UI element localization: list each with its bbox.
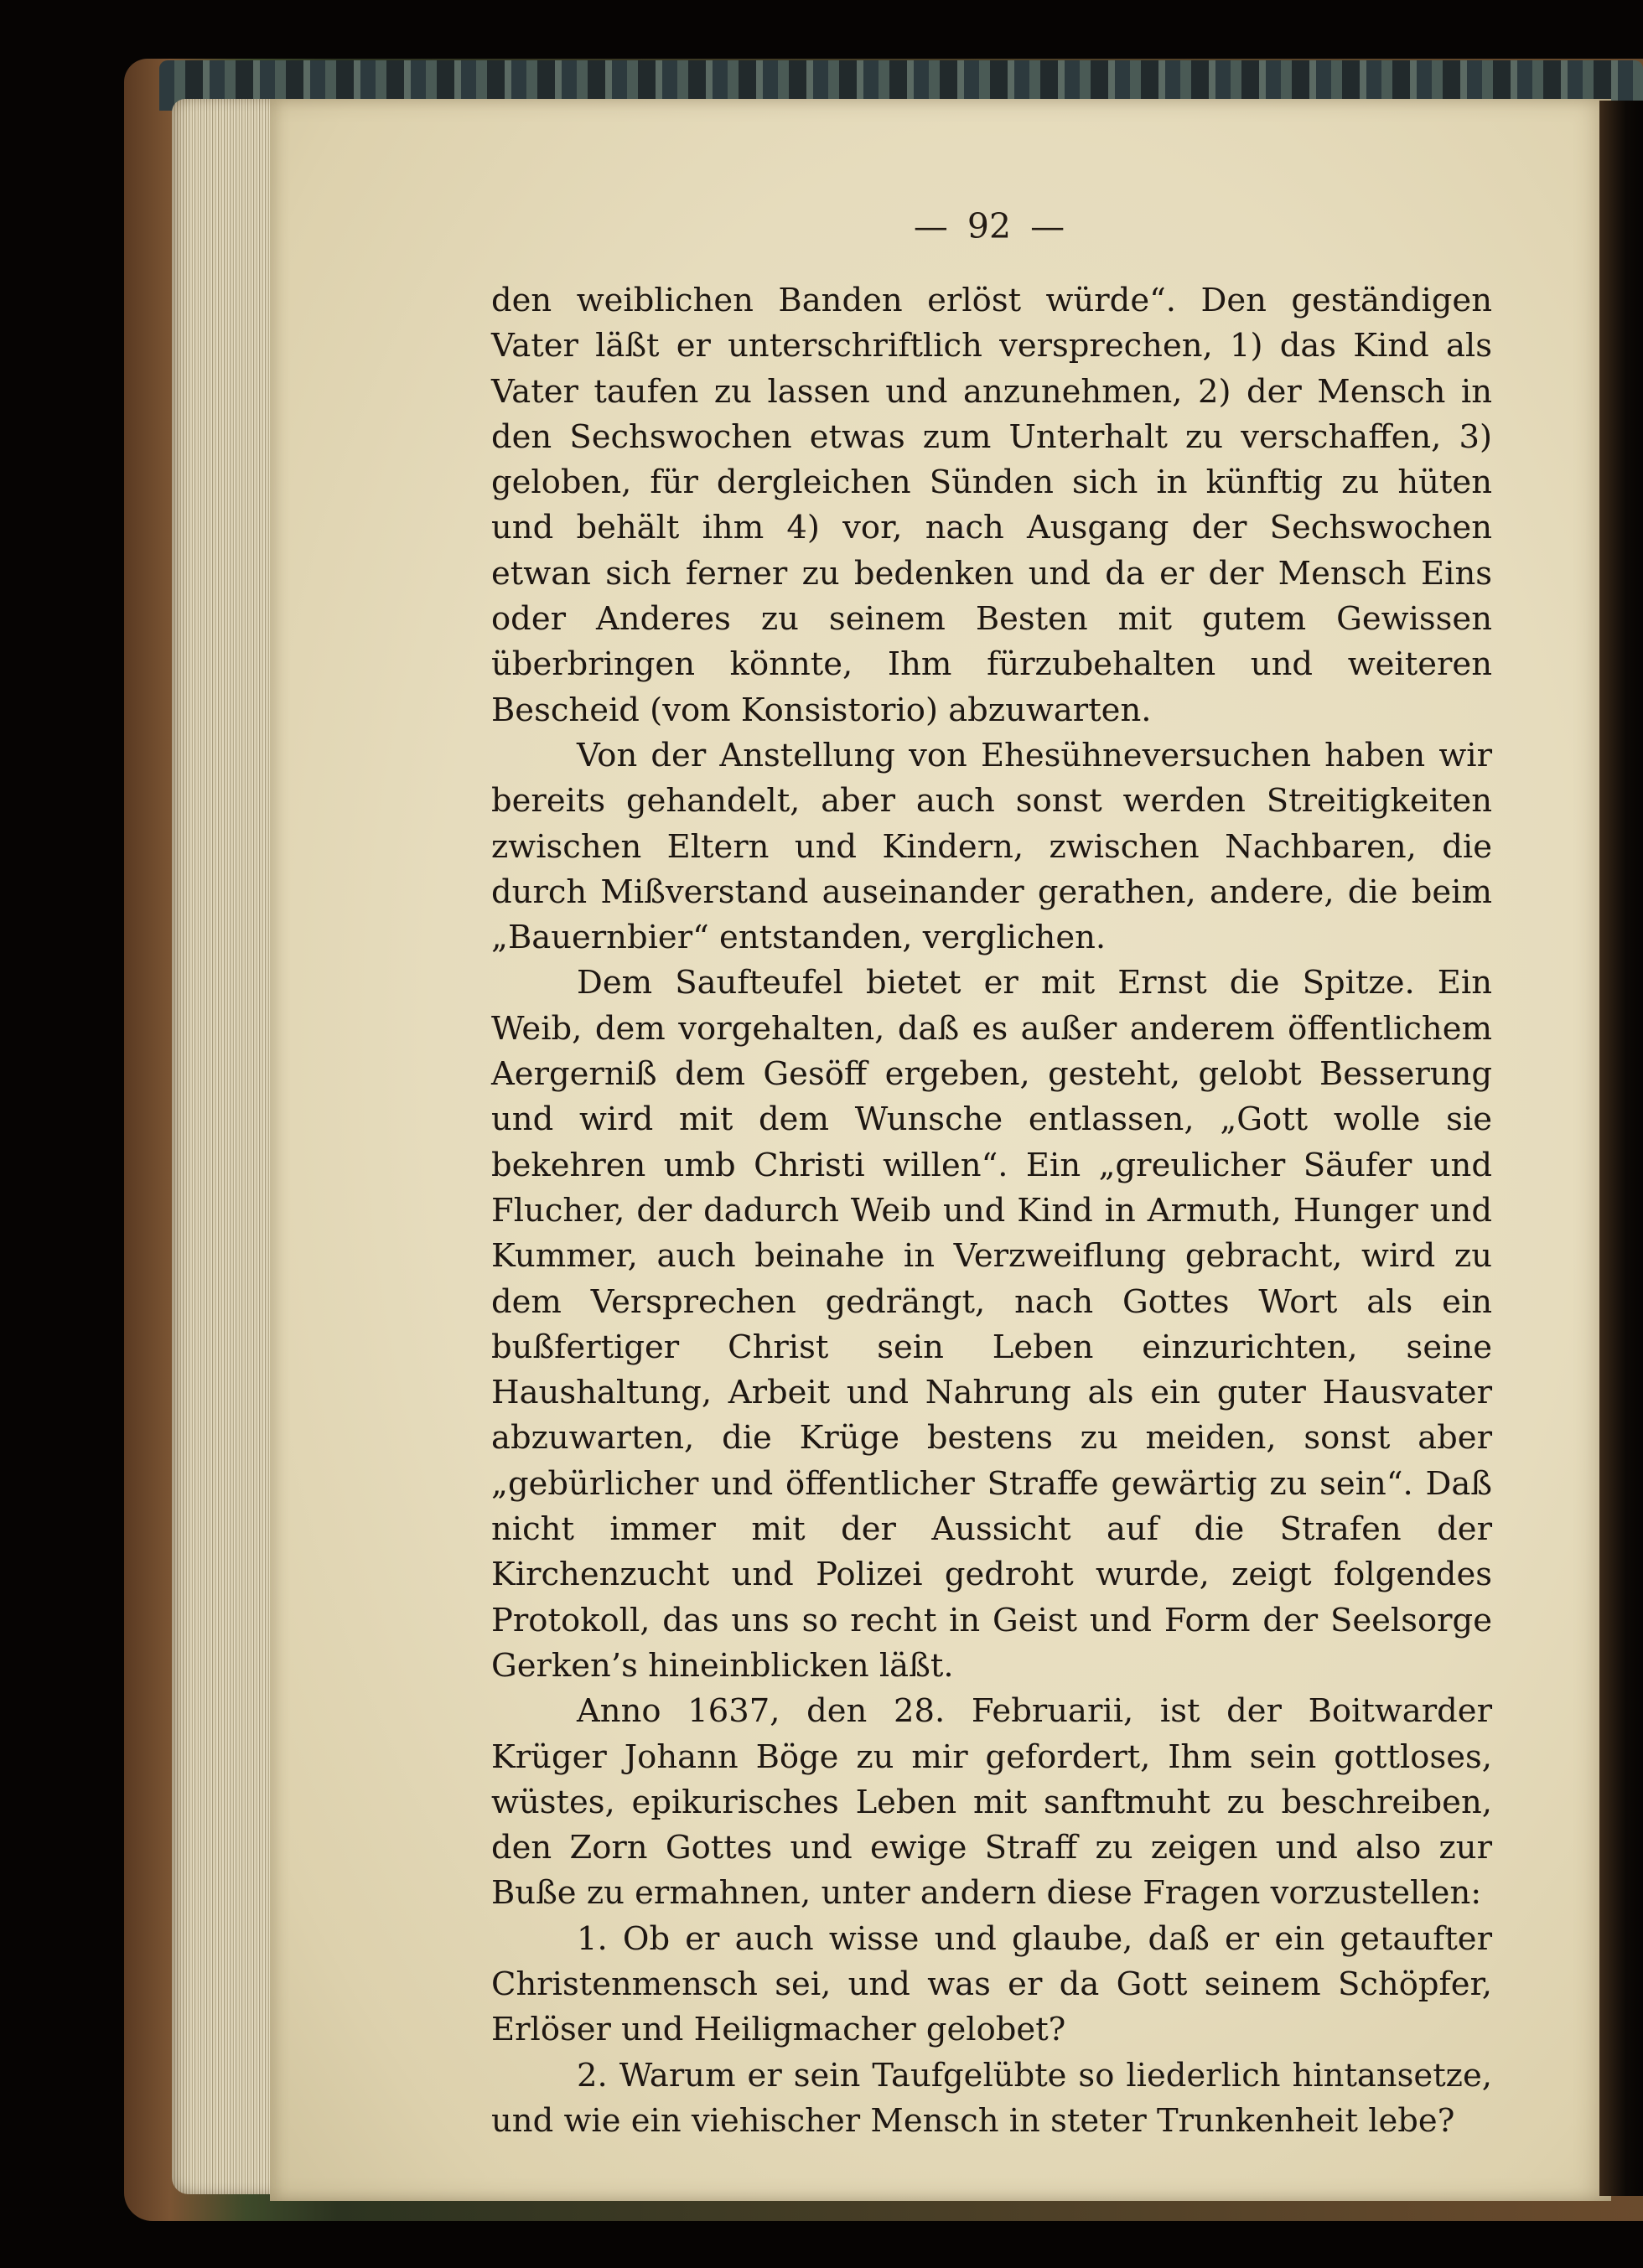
paragraph: Anno 1637, den 28. Februarii, ist der Boitwarder Krüger Johann Böge zu mir gefordert, Ihm sein gottloses, wüstes, epikurisches Leben mit sanftmuht zu beschreiben, den Zorn Gottes und ewige Straff zu zeigen und also zur Buße zu ermahnen, unter andern diese Fragen vorzustellen: <box>491 1692 1492 1913</box>
numbered-question: 1. Ob er auch wisse und glaube, daß er ein getaufter Christenmensch sei, und was er da Gott seinem Schöpfer, Erlöser und Heiligmacher gelobet? <box>491 1919 1492 2049</box>
paragraph: Von der Anstellung von Ehesühneversuchen haben wir bereits gehandelt, aber auch sonst werden Streitigkeiten zwischen Eltern und Kindern, zwischen Nachbaren, die durch Mißverstand auseinander gerathen, andere, die beim „Bauernbier“ entstanden, verglichen. <box>491 736 1492 957</box>
page-text <box>491 278 1492 2144</box>
paragraph: Dem Saufteufel bietet er mit Ernst die Spitze. Ein Weib, dem vorgehalten, daß es außer anderem öffentlichem Aergerniß dem Gesöff ergeben, gesteht, gelobt Besserung und wird mit dem Wunsche entlassen, „Gott wolle sie bekehren umb Christi willen“. Ein „greulicher Säufer und Flucher, der dadurch Weib und Kind in Armuth, Hunger und Kummer, auch beinahe in Verzweiflung gebracht, wird zu dem Versprechen gedrängt, nach Gottes Wort als ein bußfertiger Christ sein Leben einzurichten, seine Haushaltung, Arbeit und Nahrung als ein guter Hausvater abzuwarten, die Krüge bestens zu meiden, sonst aber „gebürlicher und öffentlicher Straffe gewärtig zu sein“. Daß nicht immer mit der Aussicht auf die Strafen der Kirchenzucht und Polizei gedroht wurde, zeigt folgendes Protokoll, das uns so recht in Geist und Form der Seelsorge Gerken’s hineinblicken läßt. <box>491 964 1492 1685</box>
paragraph: den weiblichen Banden erlöst würde“. Den geständigen Vater läßt er unterschriftlich versprechen, 1) das Kind als Vater taufen zu lassen und anzunehmen, 2) der Mensch in den Sechswochen etwas zum Unterhalt zu verschaffen, 3) geloben, für dergleichen Sünden sich in künftig zu hüten und behält ihm 4) vor, nach Ausgang der Sechswochen etwan sich ferner zu bedenken und da er der Mensch Eins oder Anderes zu seinem Besten mit gutem Gewissen überbringen könnte, Ihm fürzubehalten und weiteren Bescheid (vom Konsistorio) abzuwarten. <box>491 282 1492 729</box>
book-gutter <box>1599 101 1643 2196</box>
numbered-question: 2. Warum er sein Taufgelübte so liederlich hintansetze, und wie ein viehischer Mensch in steter Trunkenheit lebe? <box>491 2056 1492 2140</box>
page-number: — 92 — <box>913 206 1065 246</box>
